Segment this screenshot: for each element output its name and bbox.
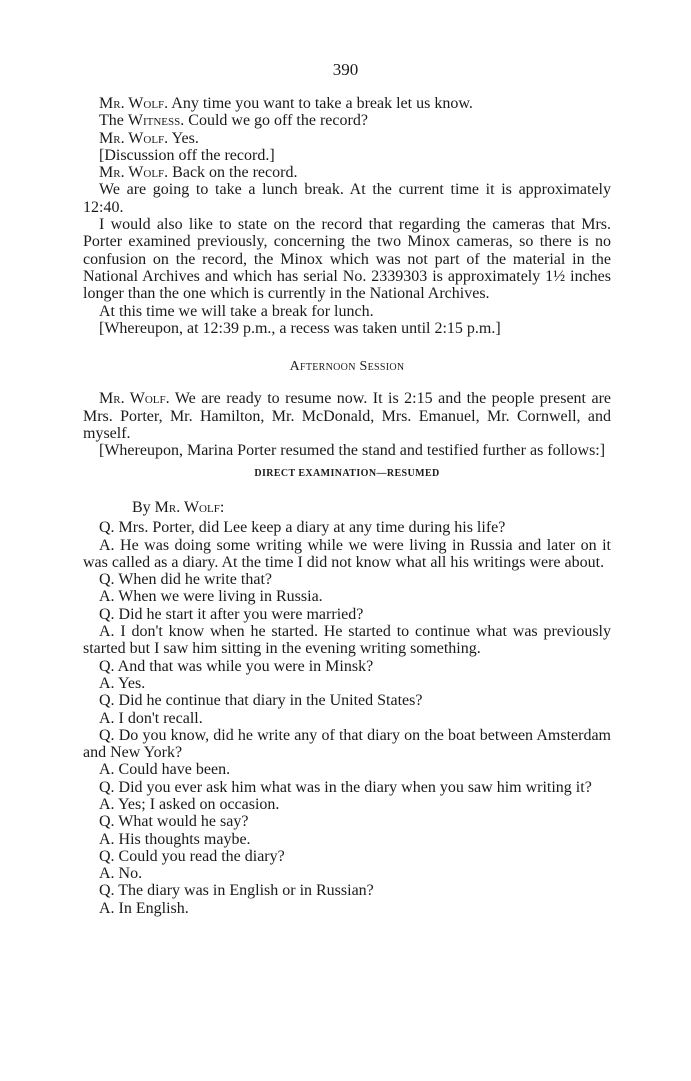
paragraph: At this time we will take a break for lunch. (99, 302, 374, 320)
qa-line: Q. Do you know, did he write any of that diary on the boat between Amsterdam and New York? (83, 726, 611, 762)
qa-line: Q. Could you read the diary? (99, 847, 285, 865)
qa-line: A. No. (99, 865, 143, 883)
qa-line: A. Yes; I asked on occasion. (99, 795, 280, 813)
byline-text: By (132, 498, 155, 516)
paragraph: [Whereupon, Marina Porter resumed the stand and testified further as follows:] (99, 442, 606, 460)
qa-list (83, 519, 611, 917)
paragraph: I would also like to state on the record that regarding the cameras that Mrs. Porter examined previously, concerning the two Minox cameras, so there is no confusion on the record, the Minox which was not part of the material in the National Archives and which has serial No. 2339303 is approximately 1½ inches longer than the one which is currently in the National Archives. (83, 216, 611, 303)
paragraph-text: The (99, 112, 128, 130)
speaker: Mr. Wolf: (154, 498, 225, 516)
paragraph (83, 130, 611, 147)
qa-line: Q. Mrs. Porter, did Lee keep a diary at any time during his life? (99, 519, 506, 537)
page-number: 390 (332, 60, 359, 79)
speaker: Mr. Wolf. (99, 164, 169, 182)
paragraph-text: Any time you want to take a break let us know. (168, 95, 473, 112)
qa-line: A. Yes. (99, 674, 146, 692)
paragraph-text: Yes. (168, 129, 199, 147)
qa-line: Q. Did he continue that diary in the United States? (99, 692, 423, 710)
qa-line: A. I don't recall. (99, 709, 203, 727)
speaker: Mr. Wolf. (99, 390, 170, 408)
qa-line: A. When we were living in Russia. (99, 588, 323, 606)
paragraph-text: We are ready to resume now. It is 2:15 and the people present are Mrs. Porter, Mr. Hamilton, Mr. McDonald, Mrs. Emanuel, Mr. Cornwell, and myself. (83, 390, 611, 443)
qa-line: A. Could have been. (99, 761, 231, 779)
qa-line: Q. And that was while you were in Minsk? (99, 657, 374, 675)
paragraph (83, 164, 611, 181)
paragraph: [Whereupon, at 12:39 p.m., a recess was taken until 2:15 p.m.] (99, 319, 501, 337)
speaker: Witness. (127, 112, 185, 130)
transcript-body (83, 95, 611, 917)
paragraph: [Discussion off the record.] (99, 146, 275, 164)
paragraph: We are going to take a lunch break. At the current time it is approximately 12:40. (83, 181, 611, 216)
examiner-byline (83, 499, 611, 516)
paragraph (83, 95, 611, 112)
paragraph (83, 112, 611, 129)
qa-line: Q. What would he say? (99, 813, 249, 831)
qa-line: Q. The diary was in English or in Russian? (99, 882, 374, 900)
qa-line: Q. Did he start it after you were married? (99, 605, 364, 623)
qa-line: A. His thoughts maybe. (99, 830, 251, 848)
paragraph (83, 390, 611, 442)
direct-examination-heading: DIRECT EXAMINATION—RESUMED (254, 467, 440, 479)
qa-line: A. I don't know when he started. He started to continue what was previously started but I saw him sitting in the evening writing something. (83, 623, 611, 658)
paragraph-text: Could we go off the record? (184, 112, 368, 130)
qa-line: A. In English. (99, 899, 189, 917)
qa-line: Q. When did he write that? (99, 571, 272, 589)
paragraph-text: Back on the record. (168, 164, 298, 182)
qa-line: Q. Did you ever ask him what was in the diary when you saw him writing it? (99, 778, 592, 796)
speaker: Mr. Wolf. (99, 95, 169, 112)
speaker: Mr. Wolf. (99, 129, 169, 147)
afternoon-session-heading: Afternoon Session (289, 359, 405, 375)
qa-line: A. He was doing some writing while we were living in Russia and later on it was called as a diary. At the time I did not know what all his writings were about. (83, 536, 611, 571)
